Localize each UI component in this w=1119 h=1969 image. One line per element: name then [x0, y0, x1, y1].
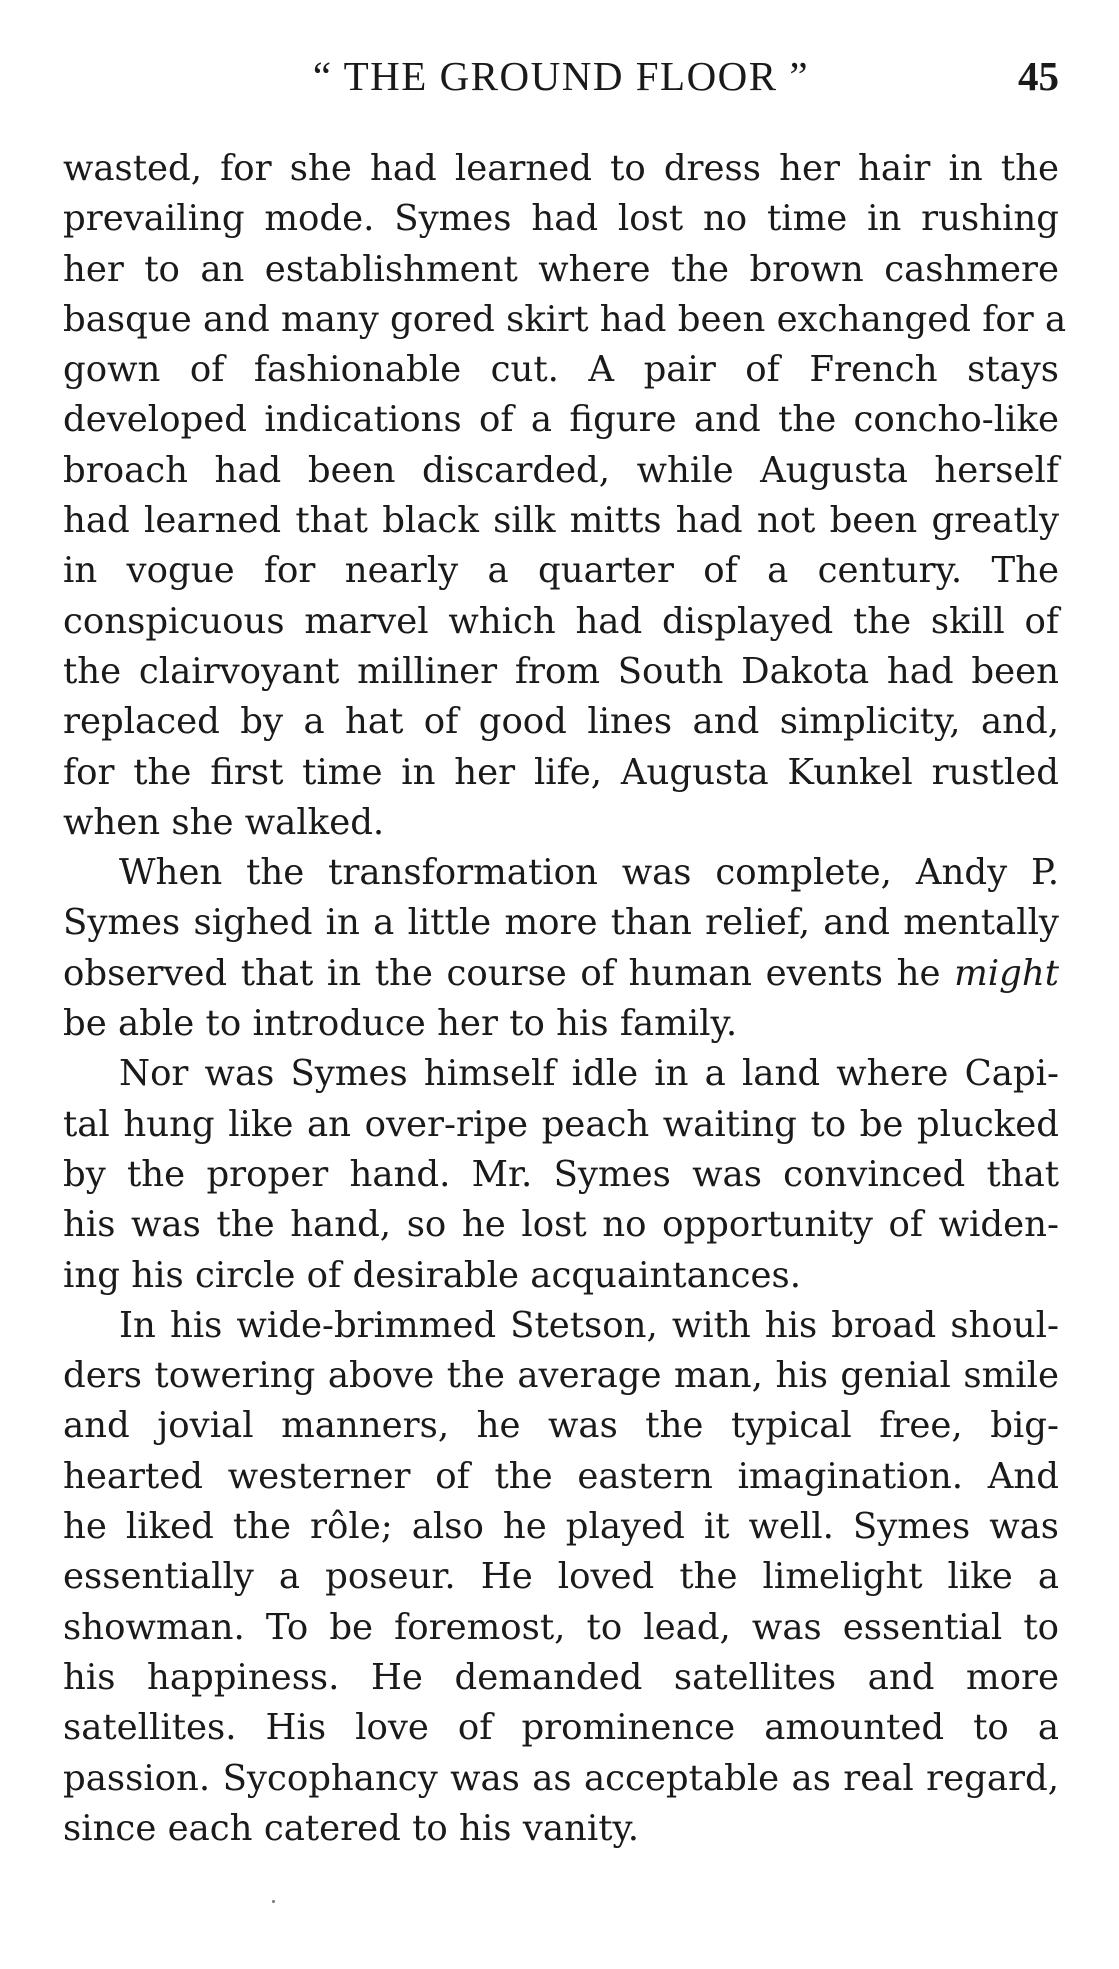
text-line: Symes sighed in a little more than relief, and mentally	[63, 902, 1059, 944]
paragraph-3	[63, 1049, 1059, 1300]
text-line: satellites. His love of prominence amounted to a	[63, 1707, 1059, 1749]
text-line: gown of fashionable cut. A pair of French stays	[63, 349, 1059, 391]
text-line: he liked the rôle; also he played it well. Symes was	[63, 1506, 1059, 1548]
paragraph-2	[63, 848, 1059, 1049]
text-line: when she walked.	[63, 801, 385, 843]
text-line: be able to introduce her to his family.	[63, 1003, 738, 1045]
text-line: When the transformation was complete, Andy P.	[119, 852, 1059, 894]
text-line: for the first time in her life, Augusta Kunkel rustled	[63, 751, 1059, 793]
text-line: tal hung like an over-ripe peach waiting to be plucked	[63, 1103, 1059, 1145]
text-line: passion. Sycophancy was as acceptable as real regard,	[63, 1757, 1059, 1799]
text-line: ders towering above the average man, his genial smile	[63, 1355, 1059, 1397]
book-page	[63, 40, 1067, 1854]
text-line: broach had been discarded, while Augusta herself	[63, 449, 1059, 491]
text-line: the clairvoyant milliner from South Dakota had been	[63, 650, 1059, 692]
text-line: his happiness. He demanded satellites and more	[63, 1656, 1059, 1698]
body-text	[63, 144, 1067, 1854]
running-head	[63, 40, 1059, 120]
text-line: in vogue for nearly a quarter of a century. The	[63, 550, 1059, 592]
chapter-title: “ THE GROUND FLOOR ”	[312, 53, 810, 99]
text-line: his was the hand, so he lost no opportunity of widen-	[63, 1204, 1059, 1246]
text-line	[63, 949, 1059, 999]
paragraph-4	[63, 1301, 1059, 1854]
text-line: conspicuous marvel which had displayed the skill of	[63, 600, 1059, 642]
text-line: wasted, for she had learned to dress her hair in the	[63, 148, 1059, 189]
page-number: 45	[1018, 53, 1059, 99]
text-line: ing his circle of desirable acquaintances.	[63, 1254, 801, 1296]
text-line: had learned that black silk mitts had not been greatly	[63, 500, 1059, 542]
text-line: Nor was Symes himself idle in a land where Capi-	[119, 1053, 1059, 1095]
text-line: her to an establishment where the brown cashmere	[63, 248, 1059, 290]
text-line: since each catered to his vanity.	[63, 1807, 640, 1849]
text-line: hearted westerner of the eastern imagination. And	[63, 1455, 1059, 1497]
text-line: In his wide-brimmed Stetson, with his broad shoul-	[119, 1304, 1059, 1346]
text-line: prevailing mode. Symes had lost no time in rushing	[63, 198, 1059, 240]
text-line: developed indications of a figure and the concho-like	[63, 399, 1059, 441]
text-line: and jovial manners, he was the typical free, big-	[63, 1405, 1059, 1447]
text-line: by the proper hand. Mr. Symes was convinced that	[63, 1153, 1059, 1195]
text-line: replaced by a hat of good lines and simplicity, and,	[63, 701, 1059, 743]
text-line: basque and many gored skirt had been exchanged for a	[63, 298, 1067, 340]
text-line: showman. To be foremost, to lead, was essential to	[63, 1606, 1059, 1648]
text-line-start: observed that in the course of human events he	[63, 952, 955, 994]
emphasized-word: might	[954, 952, 1059, 994]
paragraph-1	[63, 144, 1067, 848]
paper-speck	[272, 1900, 275, 1903]
text-line: essentially a poseur. He loved the limelight like a	[63, 1556, 1059, 1598]
